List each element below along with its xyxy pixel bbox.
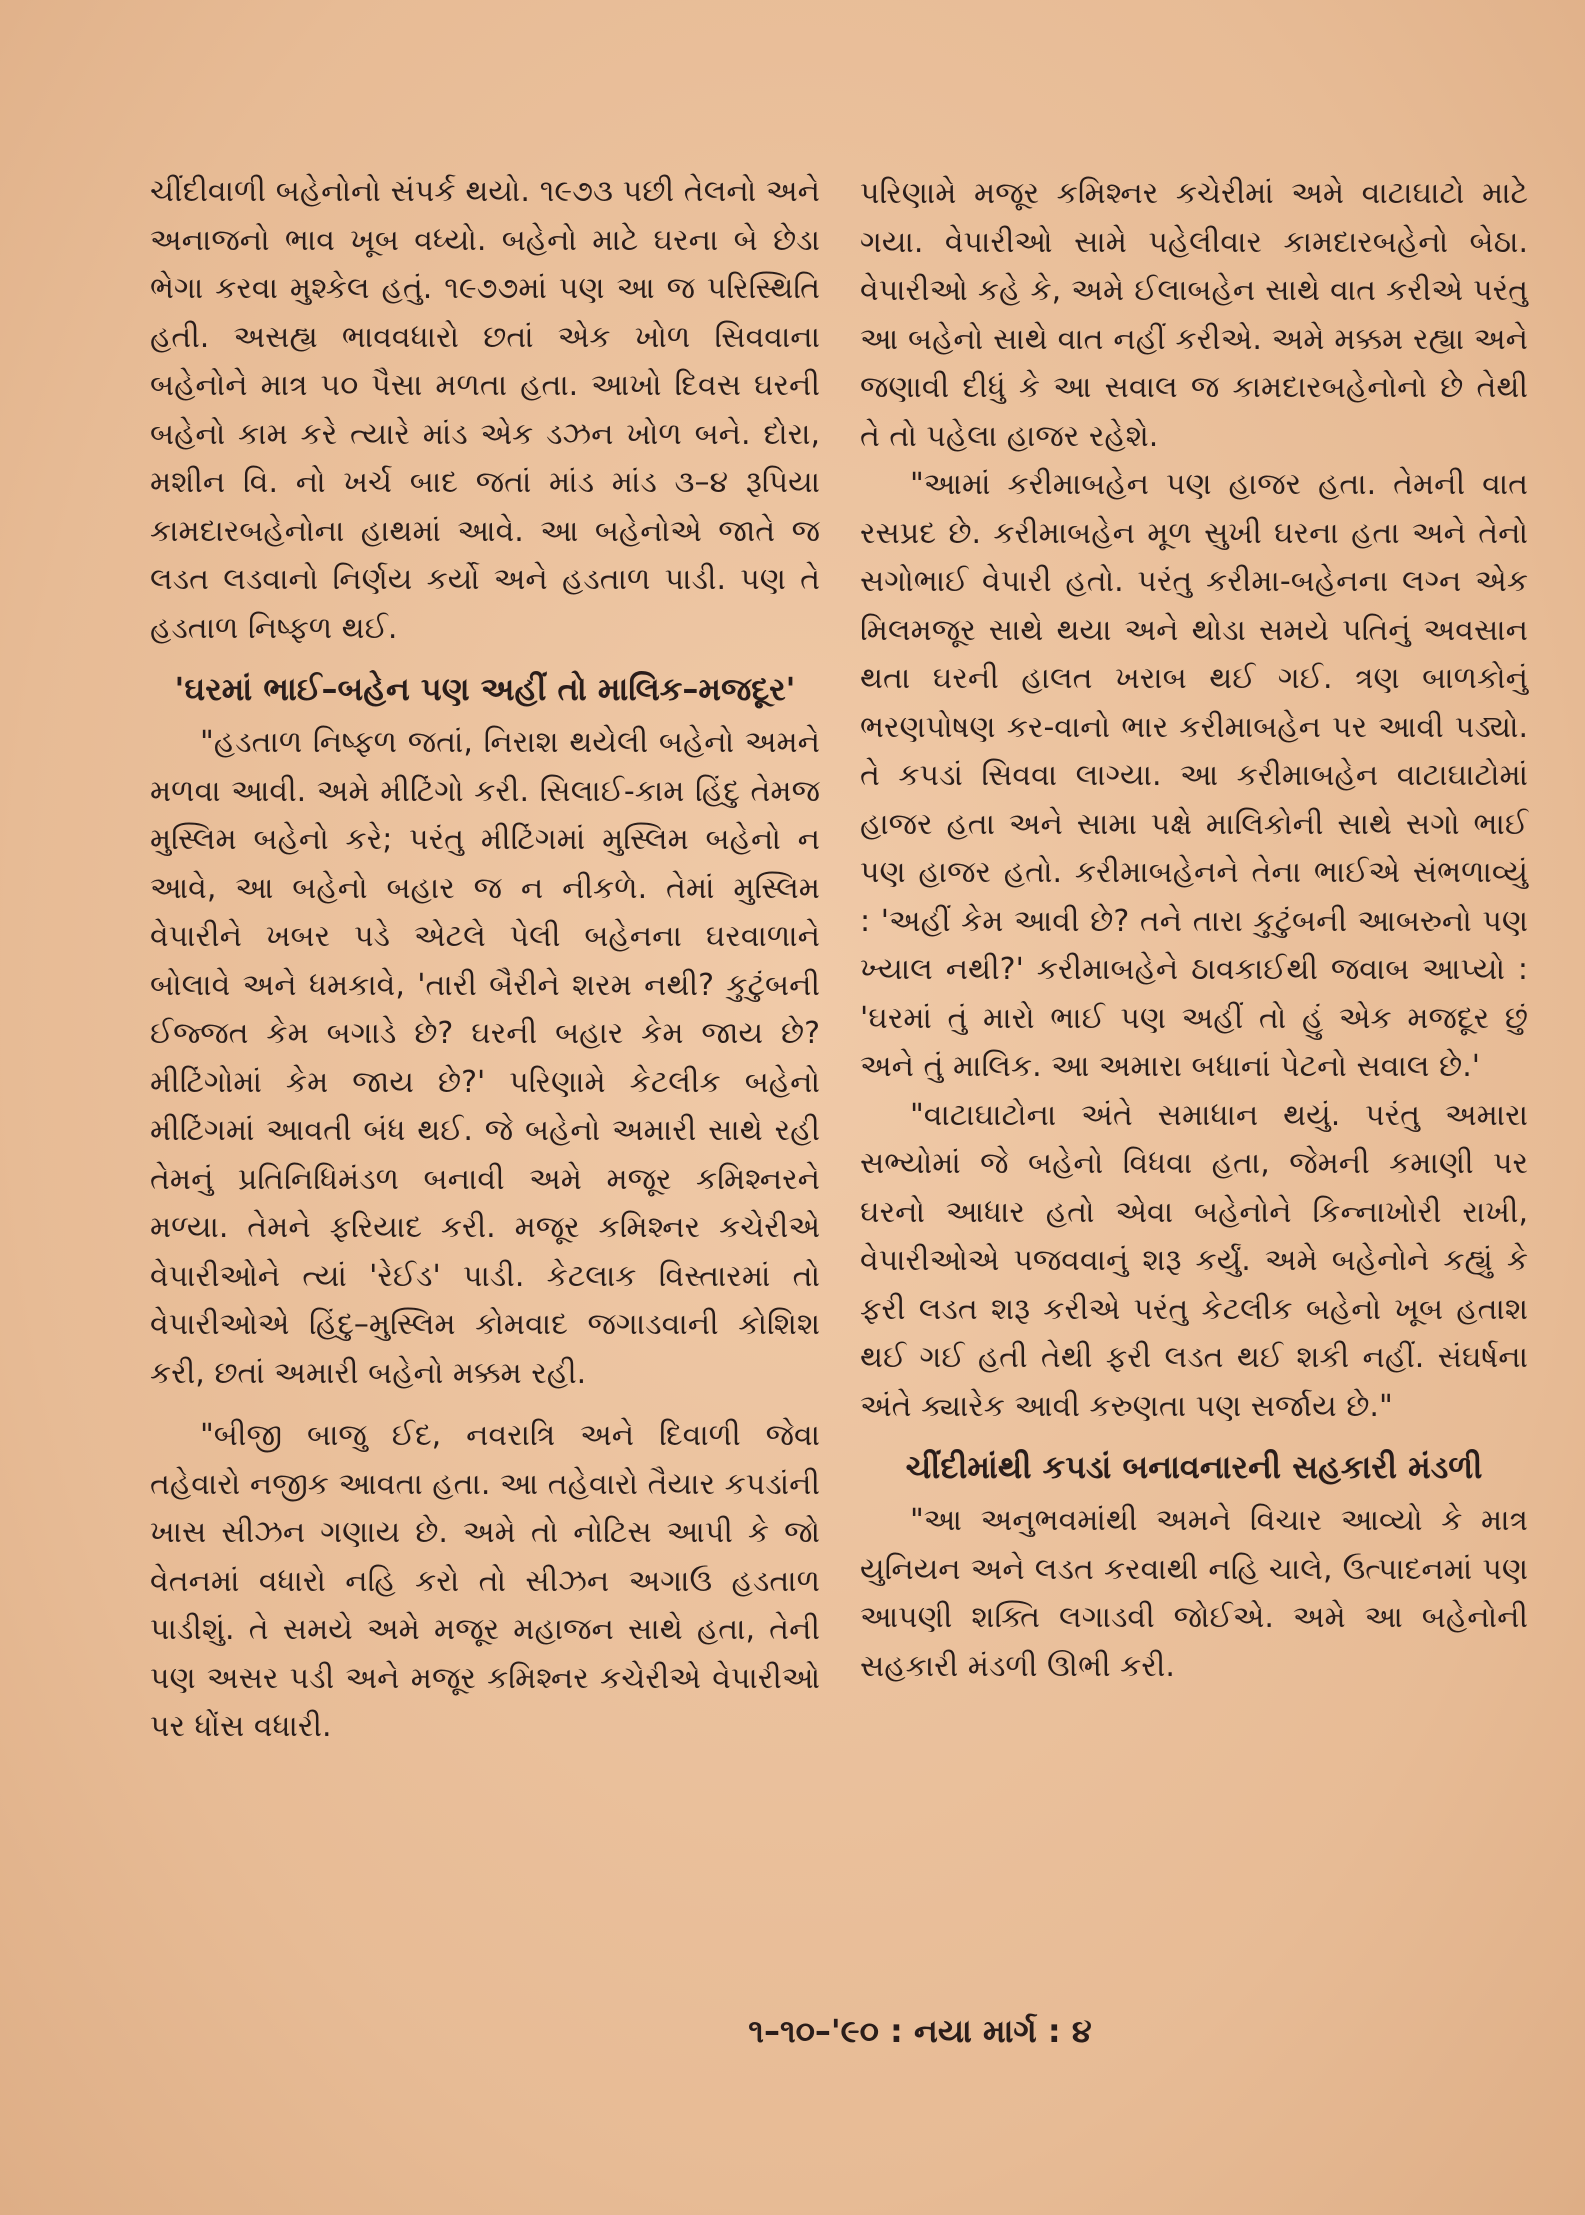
right-column — [860, 170, 1528, 1691]
paragraph: "વાટાઘાટોના અંતે સમાધાન થયું. પરંતુ અમારા સભ્યોમાં જે બહેનો વિધવા હતા, જેમની કમાણી પર ઘરનો આધાર હતો એવા બહેનોને કિન્નાખોરી રાખી, વેપારીઓએ પજવવાનું શરૂ કર્યું. અમે બહેનોને કહ્યું કે ફરી લડત શરૂ કરીએ પરંતુ કેટલીક બહેનો ખૂબ હતાશ થઈ ગઈ હતી તેથી ફરી લડત થઈ શકી નહીં. સંઘર્ષના અંતે ક્યારેક આવી કરુણતા પણ સર્જાય છે." — [860, 1097, 1528, 1424]
section-heading: 'ઘરમાં ભાઈ–બહેન પણ અહીં તો માલિક–મજદૂર' — [174, 670, 796, 708]
section-heading: ચીંદીમાંથી કપડાં બનાવનારની સહકારી મંડળી — [905, 1448, 1483, 1486]
paragraph: "હડતાળ નિષ્ફળ જતાં, નિરાશ થયેલી બહેનો અમને મળવા આવી. અમે મીટિંગો કરી. સિલાઈ-કામ હિંદુ તેમજ મુસ્લિમ બહેનો કરે; પરંતુ મીટિંગમાં મુસ્લિમ બહેનો ન આવે, આ બહેનો બહાર જ ન નીકળે. તેમાં મુસ્લિમ વેપારીને ખબર પડે એટલે પેલી બહેનના ઘરવાળાને બોલાવે અને ધમકાવે, 'તારી બૈરીને શરમ નથી? કુટુંબની ઈજ્જત કેમ બગાડે છે? ઘરની બહાર કેમ જાય છે? મીટિંગોમાં કેમ જાય છે?' પરિણામે કેટલીક બહેનો મીટિંગમાં આવતી બંધ થઈ. જે બહેનો અમારી સાથે રહી તેમનું પ્રતિનિધિમંડળ બનાવી અમે મજૂર કમિશ્નરને મળ્યા. તેમને ફરિયાદ કરી. મજૂર કમિશ્નર કચેરીએ વેપારીઓને ત્યાં 'રેઈડ' પાડી. કેટલાક વિસ્તારમાં તો વેપારીઓએ હિંદુ–મુસ્લિમ કોમવાદ જગાડવાની કોશિશ કરી, છતાં અમારી બહેનો મક્કમ રહી. — [150, 725, 820, 1391]
paragraph: "બીજી બાજુ ઈદ, નવરાત્રિ અને દિવાળી જેવા તહેવારો નજીક આવતા હતા. આ તહેવારો તૈયાર કપડાંની ખાસ સીઝન ગણાય છે. અમે તો નોટિસ આપી કે જો વેતનમાં વધારો નહિ કરો તો સીઝન અગાઉ હડતાળ પાડીશું. તે સમયે અમે મજૂર મહાજન સાથે હતા, તેની પણ અસર પડી અને મજૂર કમિશ્નર કચેરીએ વેપારીઓ પર ધોંસ વધારી. — [150, 1418, 820, 1744]
paragraph: "આમાં કરીમાબહેન પણ હાજર હતા. તેમની વાત રસપ્રદ છે. કરીમાબહેન મૂળ સુખી ઘરના હતા અને તેનો સગોભાઈ વેપારી હતો. પરંતુ કરીમા-બહેનના લગ્ન એક મિલમજૂર સાથે થયા અને થોડા સમયે પતિનું અવસાન થતા ઘરની હાલત ખરાબ થઈ ગઈ. ત્રણ બાળકોનું ભરણપોષણ કર-વાનો ભાર કરીમાબહેન પર આવી પડ્યો. તે કપડાં સિવવા લાગ્યા. આ કરીમાબહેન વાટાઘાટોમાં હાજર હતા અને સામા પક્ષે માલિકોની સાથે સગો ભાઈ પણ હાજર હતો. કરીમાબહેનને તેના ભાઈએ સંભળાવ્યું : 'અહીં કેમ આવી છે? તને તારા કુટુંબની આબરુનો પણ ખ્યાલ નથી?' કરીમાબહેને ઠાવકાઈથી જવાબ આપ્યો : 'ઘરમાં તું મારો ભાઈ પણ અહીં તો હું એક મજદૂર છું અને તું માલિક. આ અમારા બધાનાં પેટનો સવાલ છે.' — [860, 467, 1528, 1084]
paragraph: પરિણામે મજૂર કમિશ્નર કચેરીમાં અમે વાટાઘાટો માટે ગયા. વેપારીઓ સામે પહેલીવાર કામદારબહેનો બેઠા. વેપારીઓ કહે કે, અમે ઈલાબહેન સાથે વાત કરીએ પરંતુ આ બહેનો સાથે વાત નહીં કરીએ. અમે મક્કમ રહ્યા અને જણાવી દીધું કે આ સવાલ જ કામદારબહેનોનો છે તેથી તે તો પહેલા હાજર રહેશે. — [860, 176, 1528, 454]
page-footer: ૧–૧૦–'૯૦ : નયા માર્ગ : ૪ — [748, 2012, 1092, 2050]
paragraph: "આ અનુભવમાંથી અમને વિચાર આવ્યો કે માત્ર યુનિયન અને લડત કરવાથી નહિ ચાલે, ઉત્પાદનમાં પણ આપણી શક્તિ લગાડવી જોઈએ. અમે આ બહેનોની સહકારી મંડળી ઊભી કરી. — [860, 1503, 1528, 1684]
paragraph: ચીંદીવાળી બહેનોનો સંપર્ક થયો. ૧૯૭૩ પછી તેલનો અને અનાજનો ભાવ ખૂબ વધ્યો. બહેનો માટે ઘરના બે છેડા ભેગા કરવા મુશ્કેલ હતું. ૧૯૭૭માં પણ આ જ પરિસ્થિતિ હતી. અસહ્ય ભાવવધારો છતાં એક ખોળ સિવવાના બહેનોને માત્ર ૫૦ પૈસા મળતા હતા. આખો દિવસ ઘરની બહેનો કામ કરે ત્યારે માંડ એક ડઝન ખોળ બને. દોરા, મશીન વિ. નો ખર્ચ બાદ જતાં માંડ માંડ ૩–૪ રૂપિયા કામદારબહેનોના હાથમાં આવે. આ બહેનોએ જાતે જ લડત લડવાનો નિર્ણય કર્યો અને હડતાળ પાડી. પણ તે હડતાળ નિષ્ફળ થઈ. — [150, 174, 820, 646]
left-column — [150, 168, 820, 1752]
